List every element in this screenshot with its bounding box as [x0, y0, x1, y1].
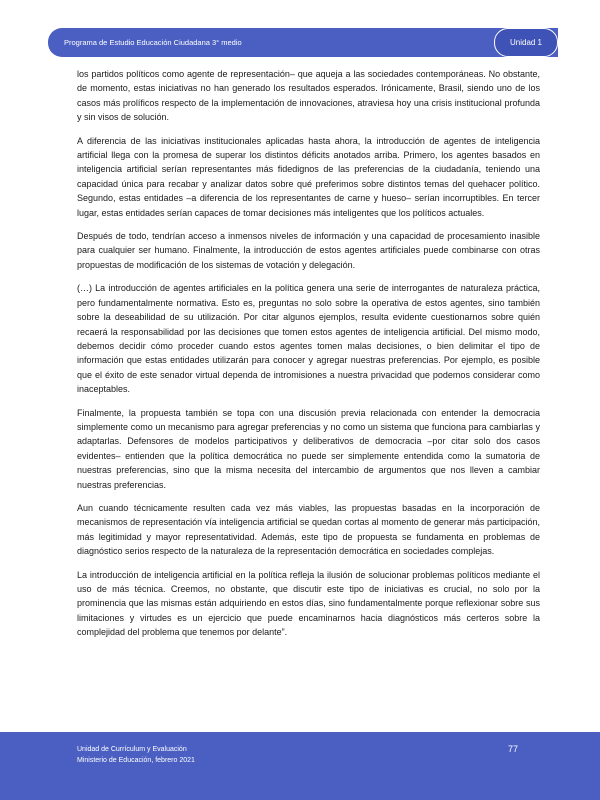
paragraph: La introducción de inteligencia artificial en la política refleja la ilusión de solucionar problemas políticos mediante el uso de más técnica. Creemos, no obstante, que discutir este tipo de iniciativas es crucial, no solo por la prominencia que las mismas están adquiriendo en estos días, sino fundamentalmente porque reflexionar sobre sus limitaciones y virtudes es un ejercicio que puede encaminarnos hacia diagnósticos más certeros sobre la complejidad del problema que tenemos por delante”.: [77, 569, 540, 638]
paragraph: Aun cuando técnicamente resulten cada vez más viables, las propuestas basadas en la incorporación de mecanismos de representación vía inteligencia artificial se quedan cortas al momento de generar más participación, más legitimidad y mayor representatividad. Además, este tipo de propuesta se fundamenta en problemas de diagnóstico serios respecto de la naturaleza de la representación democrática en sociedades complejas.: [77, 502, 540, 557]
page-number: 77: [508, 744, 519, 754]
paragraph: los partidos políticos como agente de representación– que aqueja a las sociedades contemporáneas. No obstante, de momento, estas iniciativas no han generado los resultados esperados. Irónicamente, Brasil, siendo uno de los casos más prolíficos respecto de la implementación de innovaciones, atraviesa hoy una crisis institucional profunda y sin visos de solución.: [77, 69, 540, 123]
paragraph: Finalmente, la propuesta también se topa con una discusión previa relacionada con entender la democracia simplemente como un mecanismo para agregar preferencias y no como un sistema que funciona para cambiarlas y adaptarlas. Defensores de modelos participativos y deliberativos de democracia –por citar solo dos casos evidentes– entienden que la política democrática no puede ser simplemente entendida como la sumatoria de nuestras preferencias, sino que la misma necesita del intercambio de argumentos que nos lleven a cambiar nuestras preferencias.: [77, 407, 540, 490]
paragraph: A diferencia de las iniciativas institucionales aplicadas hasta ahora, la introducción de agentes de inteligencia artificial llega con la promesa de superar los distintos déficits anotados arriba. Primero, los agentes basados en inteligencia artificial serían representantes más fidedignos de las preferencias de la ciudadanía, teniendo una capacidad única para recabar y analizar datos sobre qué preferimos sobre distintos temas del quehacer político. Segundo, estas entidades –a diferencia de los representantes de carne y hueso– serían incorruptibles. En tercer lugar, estas entidades serían capaces de tomar decisiones más inteligentes que los políticos actuales.: [77, 135, 540, 218]
unit-badge: Unidad 1: [494, 28, 558, 57]
program-title: Programa de Estudio Educación Ciudadana 3° medio: [64, 38, 242, 47]
paragraph: Después de todo, tendrían acceso a inmensos niveles de información y una capacidad de procesamiento inasible para cualquier ser humano. Finalmente, la introducción de estos agentes artificiales puede combinarse con otras propuestas de modificación de los sistemas de votación y delegación.: [77, 231, 540, 270]
footer-ministry-date: Ministerio de Educación, febrero 2021: [77, 757, 195, 764]
document-body: [77, 67, 540, 649]
footer-unit-name: Unidad de Currículum y Evaluación: [77, 746, 187, 753]
footer-band: [0, 732, 600, 800]
paragraph: (…) La introducción de agentes artificiales en la política genera una serie de interrogantes de naturaleza práctica, pero fundamentalmente normativa. Esto es, preguntas no solo sobre la operativa de estos agentes, sino también sobre la deseabilidad de su utilización. Por citar algunos ejemplos, resulta evidente cuestionarnos sobre quién recaerá la responsabilidad por las decisiones que tomen estos agentes de inteligencia artificial. Del mismo modo, debemos decidir cómo proceder cuando estos agentes tomen malas decisiones, o bien delimitar el tipo de información que estas entidades utilizarán para conocer y agregar nuestras preferencias. Por ejemplo, es posible que el éxito de este senador virtual dependa de intromisiones a nuestra privacidad que podemos considerar como inaceptables.: [77, 283, 540, 395]
